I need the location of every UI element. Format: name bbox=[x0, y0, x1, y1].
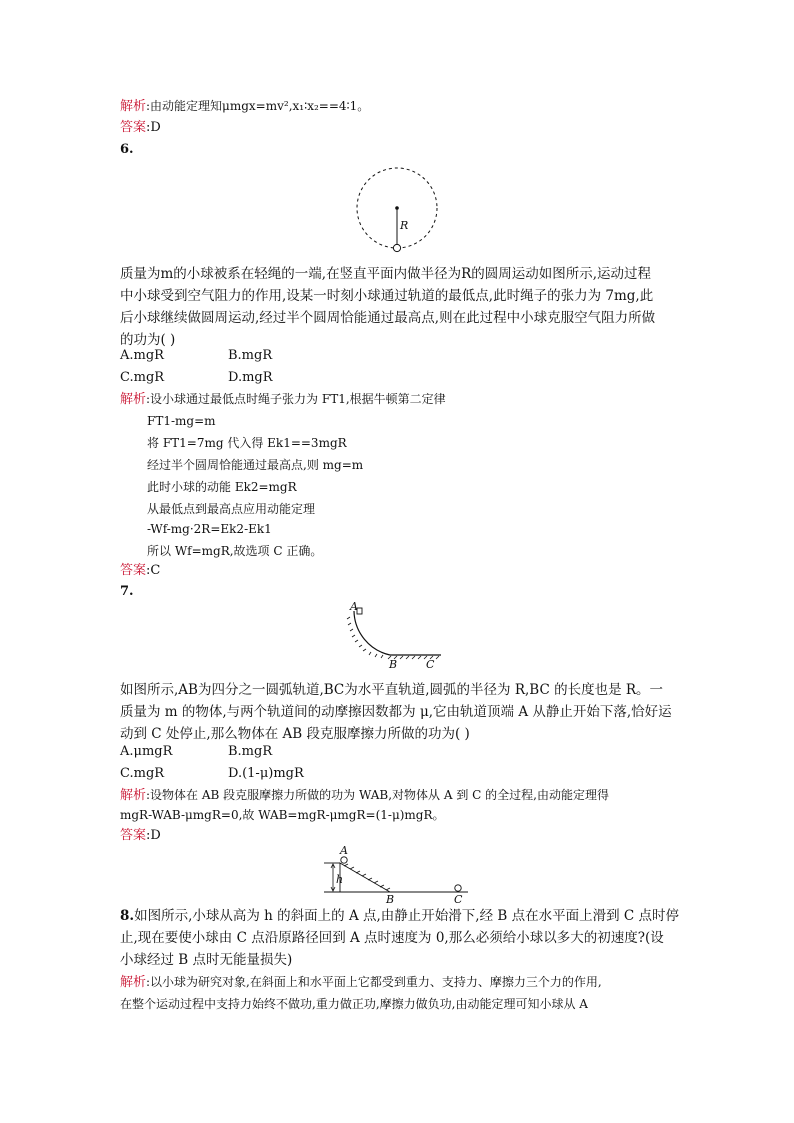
arc-hatching bbox=[347, 617, 383, 658]
q7-solution-2: mgR-WAB-μmgR=0,故 WAB=mgR-μmgR=(1-μ)mgR。 bbox=[120, 808, 445, 822]
q8-solution-2: 在整个运动过程中支持力始终不做功,重力做正功,摩擦力做负功,由动能定理可知小球从 A bbox=[120, 997, 588, 1011]
q6-solution-2: FT1-mg=m bbox=[147, 414, 216, 428]
q8-number: 8. bbox=[120, 908, 135, 924]
point-b-label: B bbox=[389, 658, 398, 671]
solution-label: 解析 bbox=[120, 975, 147, 990]
q6-solution-6: 从最低点到最高点应用动能定理 bbox=[147, 502, 316, 516]
q7-stem-3: 动到 C 处停止,那么物体在 AB 段克服摩擦力所做的功为( ) bbox=[120, 726, 470, 742]
ball-a bbox=[341, 857, 347, 863]
q8-stem-1: 8.如图所示,小球从高为 h 的斜面上的 A 点,由静止开始滑下,经 B 点在水平面上滑到 C 点时停 bbox=[120, 908, 679, 924]
q6-option-d: D.mgR bbox=[228, 370, 273, 385]
q7-stem-1: 如图所示,AB为四分之一圆弧轨道,BC为水平直轨道,圆弧的半径为 R,BC 的长度也是 R。一 bbox=[120, 682, 664, 698]
q5-solution: 解析:由动能定理知μmgx=mv²,x₁∶x₂==4∶1。 bbox=[120, 99, 370, 114]
slope-body bbox=[340, 863, 390, 892]
point-a-label: A bbox=[340, 844, 348, 857]
q6-solution-1: 解析:设小球通过最低点时绳子张力为 FT1,根据牛顿第二定律 bbox=[120, 392, 446, 407]
answer-label: 答案 bbox=[120, 120, 147, 135]
q7-number: 7. bbox=[120, 584, 134, 599]
q6-solution-4: 经过半个圆周恰能通过最高点,则 mg=m bbox=[147, 458, 364, 472]
solution-label: 解析 bbox=[120, 392, 147, 407]
q7-answer: 答案:D bbox=[120, 828, 161, 843]
q6-circle-figure bbox=[349, 165, 445, 261]
point-a-label: A bbox=[350, 600, 358, 613]
radius-label: R bbox=[400, 219, 409, 232]
q6-option-b: B.mgR bbox=[228, 348, 273, 363]
slope-hatching bbox=[344, 864, 390, 890]
q7-option-a: A.μmgR bbox=[120, 744, 173, 759]
answer-label: 答案 bbox=[120, 828, 147, 843]
q6-solution-5: 此时小球的动能 Ek2=mgR bbox=[147, 480, 297, 494]
q6-solution-3: 将 FT1=7mg 代入得 Ek1==3mgR bbox=[147, 436, 347, 450]
q8-stem-2: 止,现在要使小球由 C 点沿原路径回到 A 点时速度为 0,那么必须给小球以多大的初速度?(设 bbox=[120, 930, 664, 946]
arc-track bbox=[354, 611, 390, 655]
point-b-label: B bbox=[386, 893, 395, 906]
answer-label: 答案 bbox=[120, 563, 147, 578]
q8-stem-3: 小球经过 B 点时无能量损失) bbox=[120, 952, 293, 968]
q6-option-c: C.mgR bbox=[120, 370, 165, 385]
q6-stem-4: 的功为( ) bbox=[120, 332, 176, 348]
q6-answer: 答案:C bbox=[120, 563, 161, 578]
q5-answer: 答案:D bbox=[120, 120, 161, 135]
q6-solution-8: 所以 Wf=mgR,故选项 C 正确。 bbox=[147, 544, 323, 558]
q7-option-d: D.(1-μ)mgR bbox=[228, 766, 304, 781]
q6-option-a: A.mgR bbox=[120, 348, 164, 363]
q8-solution-1: 解析:以小球为研究对象,在斜面上和水平面上它都受到重力、支持力、摩擦力三个力的作用, bbox=[120, 975, 602, 990]
q7-solution-1: 解析:设物体在 AB 段克服摩擦力所做的功为 WAB,对物体从 A 到 C 的全过程,由动能定理得 bbox=[120, 788, 609, 803]
ball bbox=[393, 244, 400, 251]
solution-label: 解析 bbox=[120, 788, 147, 803]
q7-track-figure bbox=[344, 600, 444, 673]
q6-solution-7: -Wf-mg·2R=Ek2-Ek1 bbox=[147, 522, 272, 536]
q7-option-c: C.mgR bbox=[120, 766, 165, 781]
q6-stem-2: 中小球受到空气阻力的作用,设某一时刻小球通过轨道的最低点,此时绳子的张力为 7mg,此 bbox=[120, 288, 654, 304]
q7-stem-2: 质量为 m 的物体,与两个轨道间的动摩擦因数都为 μ,它由轨道顶端 A 从静止开始下落,恰好运 bbox=[120, 704, 672, 720]
q6-number: 6. bbox=[120, 142, 134, 157]
q6-stem-1: 质量为m的小球被系在轻绳的一端,在竖直平面内做半径为R的圆周运动如图所示,运动过程 bbox=[120, 266, 652, 282]
solution-label: 解析 bbox=[120, 99, 147, 114]
q8-slope-figure bbox=[320, 844, 470, 906]
q6-stem-3: 后小球继续做圆周运动,经过半个圆周恰能通过最高点,则在此过程中小球克服空气阻力所做 bbox=[120, 310, 656, 326]
q7-option-b: B.mgR bbox=[228, 744, 273, 759]
ball-c bbox=[455, 885, 461, 891]
point-c-label: C bbox=[426, 658, 435, 671]
height-label: h bbox=[336, 873, 344, 886]
point-c-label: C bbox=[454, 893, 463, 906]
